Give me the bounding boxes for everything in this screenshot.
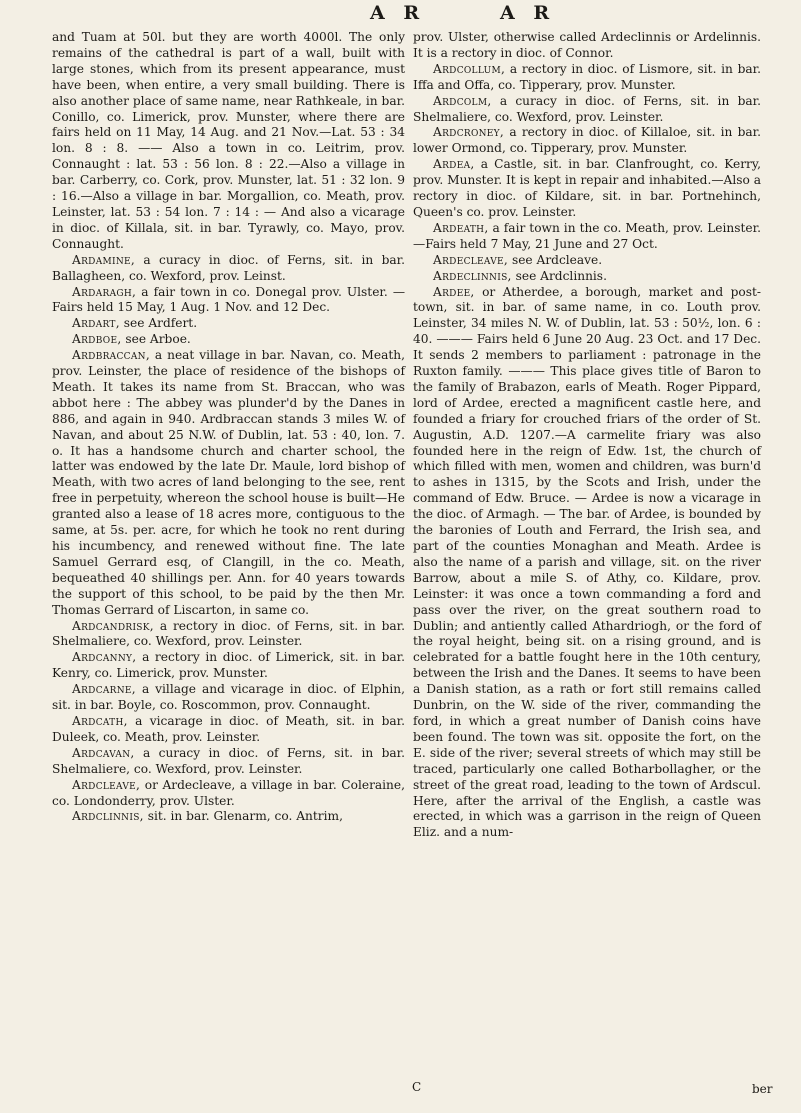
entry-text: a neat village in bar. Navan, co. Meath, prov. Leinster, the place of residence of the bishops of Meath. It takes its name from St. Braccan, who was abbot here : The abbey was plunder'd by the Danes in 886, and again in 940. Ardbraccan stands 3 miles W. of Navan, and about 25 N.W. of Dublin, lat. 53 : 40, lon. 7. o. It has a handsome church and charter school, the latter was endowed by the late Dr. Maule, lord bishop of Meath, with two acres of land belonging to the see, rent free in perpetuity, whereon the school house is built—He granted also a lease of 18 acres more, contiguous to the same, at 5s. per. acre, for which he took no rent during his incumbency, and renewed without fine. The late Samuel Gerrard esq, of Clangill, in the co. Meath, bequeathed 40 shillings per. Ann. for 40 years towards the support of this school, to be paid by the then Mr. Thomas Gerrard of Liscarton, in same co.: [52, 348, 405, 617]
dictionary-entry: [52, 746, 405, 778]
entry-text: see Ardfert.: [123, 316, 198, 331]
entry-headword: Ardcollum,: [433, 61, 506, 76]
dictionary-entry: [413, 221, 761, 253]
entry-text: a fair town in the co. Meath, prov. Leinster.—Fairs held 7 May, 21 June and 27 Oct.: [413, 220, 761, 251]
entry-text: a village and vicarage in dioc. of Elphin, sit. in bar. Boyle, co. Roscommon, prov. Connaught.: [52, 682, 405, 713]
signature-mark: C: [412, 1080, 422, 1094]
entry-text: prov. Ulster, otherwise called Ardeclinnis or Ardelinnis. It is a rectory in dioc. of Connor.: [413, 30, 761, 60]
entry-headword: Ardee,: [433, 284, 475, 299]
dictionary-entry: [52, 682, 405, 714]
dictionary-entry: [52, 809, 405, 825]
dictionary-entry: [413, 285, 761, 842]
dictionary-entry: [52, 778, 405, 810]
entry-text: or Ardecleave, a village in bar. Coleraine, co. Londonderry, prov. Ulster.: [52, 777, 405, 808]
entry-text: a rectory in dioc. of Lismore, sit. in bar. Iffa and Offa, co. Tipperary, prov. Munster.: [413, 61, 761, 92]
header-left: A R: [370, 2, 426, 24]
dictionary-entry: [413, 30, 761, 62]
left-column: [52, 30, 405, 825]
dictionary-entry: [52, 30, 405, 253]
dictionary-entry: [52, 285, 405, 317]
entry-headword: Ardeclinnis,: [433, 268, 512, 283]
dictionary-entry: [413, 157, 761, 221]
entry-text: see Ardcleave.: [511, 252, 603, 267]
entry-headword: Ardcroney,: [433, 125, 505, 140]
entry-headword: Ardcolm,: [433, 93, 492, 108]
dictionary-entry: [413, 62, 761, 94]
dictionary-entry: [413, 269, 761, 285]
entry-headword: Ardecleave,: [433, 252, 509, 267]
dictionary-entry: [52, 619, 405, 651]
right-column: [413, 30, 761, 841]
dictionary-entry: [52, 348, 405, 618]
running-header: [0, 2, 801, 28]
entry-text: a rectory in dioc. of Ferns, sit. in bar. Shelmaliere, co. Wexford, prov. Leinster.: [52, 618, 405, 649]
entry-text: see Ardclinnis.: [515, 268, 607, 283]
dictionary-entry: [52, 332, 405, 348]
entry-text: a curacy in dioc. of Ferns, sit. in bar. Shelmaliere, co. Wexford, prov. Leinster.: [413, 93, 761, 124]
entry-text: a fair town in co. Donegal prov. Ulster. — Fairs held 15 May, 1 Aug. 1 Nov. and 12 Dec.: [52, 284, 406, 315]
dictionary-entry: [52, 316, 405, 332]
entry-text: see Arboe.: [125, 332, 191, 347]
entry-headword: Ardcath,: [72, 713, 128, 728]
entry-text: a rectory in dioc. of Killaloe, sit. in bar. lower Ormond, co. Tipperary, prov. Munster.: [413, 125, 762, 156]
dictionary-entry: [52, 650, 405, 682]
entry-headword: Ardaragh,: [72, 284, 137, 299]
entry-text: a rectory in dioc. of Limerick, sit. in bar. Kenry, co. Limerick, prov. Munster.: [52, 650, 405, 681]
entry-headword: Ardcarne,: [72, 682, 136, 697]
entry-headword: Ardcandrisk,: [72, 618, 154, 633]
entry-text: sit. in bar. Glenarm, co. Antrim,: [147, 809, 343, 824]
dictionary-entry: [413, 253, 761, 269]
entry-text: and Tuam at 50l. but they are worth 4000l. The only remains of the cathedral is part of a wall, built with large stones, which from its present appearance, must have been, when entire, a very small building. There is also another place of same name, near Rathkeale, in bar. Conillo, co. Limerick, prov. Munster, where there are fairs held on 11 May, 14 Aug. and 21 Nov.—Lat. 53 : 34 lon. 8 : 8. —— Also a town in co. Leitrim, prov. Connaught : lat. 53 : 56 lon. 8 : 22.—Also a village in bar. Carberry, co. Cork, prov. Munster, lat. 51 : 32 lon. 9 : 16.—Also a village in bar. Morgallion, co. Meath, prov. Leinster, lat. 53 : 54 lon. 7 : 14 : — And also a vicarage in dioc. of Killala, sit. in bar. Tyrawly, co. Mayo, prov. Connaught.: [52, 30, 405, 251]
dictionary-entry: [52, 714, 405, 746]
entry-text: a curacy in dioc. of Ferns, sit. in bar. Ballagheen, co. Wexford, prov. Leinst.: [52, 252, 405, 283]
entry-headword: Ardbraccan,: [72, 348, 151, 363]
entry-headword: Ardea,: [433, 157, 475, 172]
entry-headword: Ardcanny,: [72, 650, 137, 665]
entry-text: a vicarage in dioc. of Meath, sit. in bar. Duleek, co. Meath, prov. Leinster.: [52, 713, 406, 744]
dictionary-entry: [413, 125, 761, 157]
dictionary-entry: [52, 253, 405, 285]
entry-headword: Ardcleave,: [72, 777, 141, 792]
header-right: A R: [500, 2, 556, 24]
entry-headword: Ardart,: [72, 316, 120, 331]
entry-headword: Ardclinnis,: [72, 809, 144, 824]
dictionary-entry: [413, 94, 761, 126]
entry-headword: Ardeath,: [433, 220, 489, 235]
entry-headword: Ardcavan,: [72, 745, 135, 760]
catchword: ber: [752, 1082, 773, 1096]
entry-text: a curacy in dioc. of Ferns, sit. in bar. Shelmaliere, co. Wexford, prov. Leinster.: [52, 745, 405, 776]
entry-headword: Ardboe,: [72, 332, 122, 347]
entry-headword: Ardamine,: [72, 252, 136, 267]
entry-text: or Atherdee, a borough, market and post-town, sit. in bar. of same name, in co. Louth prov. Leinster, 34 miles N. W. of Dublin, lat. 53 : 50½, lon. 6 : 40. ——— Fairs held 6 June 20 Aug. 23 Oct. and 17 Dec. It sends 2 members to parliament : patronage in the Ruxton family. ——— This place gives title of Baron to the family of Brabazon, earls of Meath. Roger Pippard, lord of Ardee, erected a magnificent castle here, and founded a friary for crouched friars of the order of St. Augustin, A.D. 1207.—A carmelite friary was also founded here in the reign of Edw. 1st, the church of which filled with men, women and children, was burn'd to ashes in 1315, by the Scots and Irish, under the command of Edw. Bruce. — Ardee is now a vicarage in the dioc. of Armagh. — The bar. of Ardee, is bounded by the baronies of Louth and Ferrard, the Irish sea, and part of the counties Monaghan and Meath. Ardee is also the name of a parish and village, sit. on the river Barrow, about a mile S. of Athy, co. Kildare, prov. Leinster: it was once a town commanding a ford and pass over the river, on the great southern road to Dublin; and antiently called Athardriogh, or the ford of the royal height, being sit. on a rising ground, and is celebrated for a battle fought here in the 10th century, between the Irish and the Danes. It seems to have been a Danish station, as a rath or fort still remains called Dunbrin, on the W. side of the river, commanding the ford, in which a great number of Danish coins have been found. The town was sit. opposite the fort, on the E. side of the river; several streets of which may still be traced, particularly one called Botharbollagher, or the street of the great road, leading to the town of Ardscul. Here, after the arrival of the English, a castle was erected, in which was a garrison in the reign of Queen Eliz. and a num-: [413, 284, 762, 840]
entry-text: a Castle, sit. in bar. Clanfrought, co. Kerry, prov. Munster. It is kept in repair and inhabited.—Also a rectory in dioc. of Kildare, sit. in bar. Portnehinch, Queen's co. prov. Leinster.: [413, 157, 761, 219]
